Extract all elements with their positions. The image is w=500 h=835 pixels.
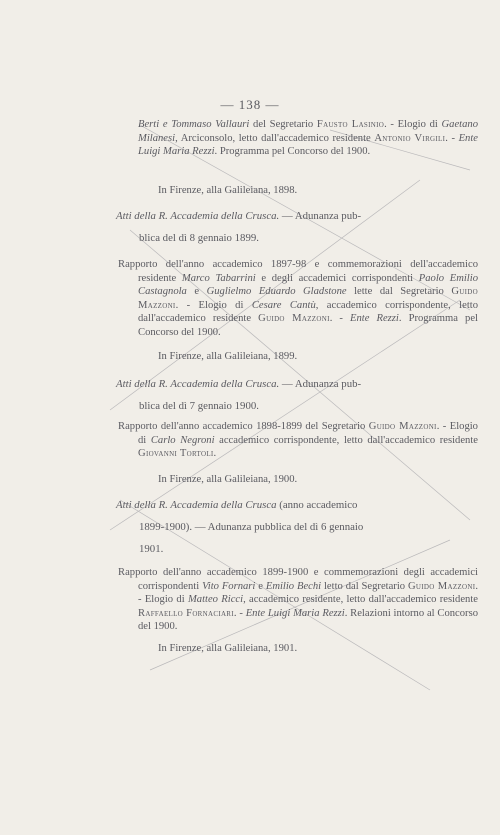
text-run: . Relazioni intorno al Concorso del 1900. (138, 607, 478, 633)
person-name: Berti e Tommaso Vallauri (138, 119, 250, 130)
text-run: del Segretario (249, 119, 317, 130)
person-name: Carlo Negroni (150, 434, 215, 446)
title-line: blica del dì 8 gennaio 1899. (139, 232, 259, 244)
text-run: Rapporto dell'anno accademico 1898-1899 del Segretario (118, 421, 369, 432)
text-run: . - Elogio di (175, 299, 252, 311)
entry-description (118, 420, 478, 461)
text-run: e (255, 580, 266, 592)
title-rest: — Adunanza pub- (279, 378, 362, 390)
text-run: Rapporto dell'anno accademico 1899-1900 e commemorazioni degli accademici corrispondenti (118, 567, 478, 592)
text-run: . - Elogio di (138, 421, 478, 446)
text-run: . - (445, 132, 459, 144)
text-run: . (213, 448, 217, 460)
text-run: , accademico residente, letto dall'accademico residente (243, 594, 479, 606)
title-line: blica del dì 7 gennaio 1900. (139, 400, 259, 412)
text-run: letto dal Segretario (321, 580, 408, 592)
person-name: Paolo Emilio Castagnola (138, 272, 478, 298)
page-number: — 138 — (220, 97, 280, 112)
title-line: 1901. (139, 543, 164, 555)
text-run: . - (233, 607, 246, 619)
text-run: , Arciconsolo, letto dall'accademico residente (175, 132, 375, 144)
imprint-line: In Firenze, alla Galileiana, 1901. (158, 643, 298, 654)
foundation-name: Ente Luigi Maria Rezzi (245, 607, 345, 619)
foundation-name: Ente Rezzi (350, 313, 399, 325)
person-name: Marco Tabarrini (181, 272, 256, 284)
imprint-line: In Firenze, alla Galileiana, 1900. (158, 474, 298, 485)
entry-title (116, 205, 462, 249)
title-rest: (anno accademico (276, 499, 358, 511)
text-run: accademico corrispondente, letto dall'accademico residente (214, 434, 479, 446)
imprint-line: In Firenze, alla Galileiana, 1899. (158, 351, 298, 362)
text-run: Rapporto dell'anno accademico 1897-98 e commemorazioni dell'accademico residente (118, 259, 478, 284)
text-run: e (186, 286, 207, 298)
title-italic: Atti della R. Accademia della Crusca. (116, 378, 280, 390)
person-name: Fausto Lasinio (316, 119, 385, 130)
text-run: . - (329, 313, 351, 325)
person-name: Emilio Bechi (265, 580, 322, 592)
text-run: . - Elogio di (138, 580, 479, 606)
person-name: Giovanni Tortoli (138, 448, 214, 460)
title-italic: Atti della R. Accademia della Crusca. (116, 210, 280, 222)
person-name: Gaetano Milanesi (138, 119, 479, 144)
text-run: e degli accademici corrispondenti (255, 272, 419, 284)
person-name: Guglielmo Eduardo Gladstone (206, 286, 347, 298)
person-name: Cesare Cantù (251, 299, 316, 311)
person-name: Guido Mazzoni (368, 421, 437, 432)
person-name: Antonio Virgili (374, 132, 446, 144)
text-run: lette dal Segretario (346, 286, 452, 298)
text-run: . Programma pel Concorso del 1900. (138, 313, 478, 338)
entry-description (118, 566, 478, 634)
person-name: Guido Mazzoni (258, 313, 330, 325)
entry-title (116, 494, 462, 560)
entry-description (118, 258, 478, 340)
title-line: 1899-1900). — Adunanza pubblica del dì 6 gennaio (139, 521, 364, 533)
text-run: , accademico corrispondente, letto dall'accademico residente (138, 299, 479, 325)
person-name: Guido Mazzoni (138, 286, 478, 311)
entry-title (116, 373, 462, 417)
title-italic: Atti della R. Accademia della Crusca (116, 499, 277, 511)
person-name: Raffaello Fornaciari (138, 607, 234, 619)
entry-description (118, 118, 478, 159)
person-name: Vito Fornari (202, 580, 256, 592)
person-name: Guido Mazzoni (407, 580, 476, 592)
foundation-name: Ente Luigi Maria Rezzi (138, 132, 478, 158)
person-name: Matteo Ricci (187, 594, 244, 606)
text-run: . Programma pel Concorso del 1900. (214, 146, 371, 158)
title-rest: — Adunanza pub- (279, 210, 362, 222)
imprint-line: In Firenze, alla Galileiana, 1898. (158, 185, 298, 196)
text-run: . - Elogio di (384, 119, 442, 130)
